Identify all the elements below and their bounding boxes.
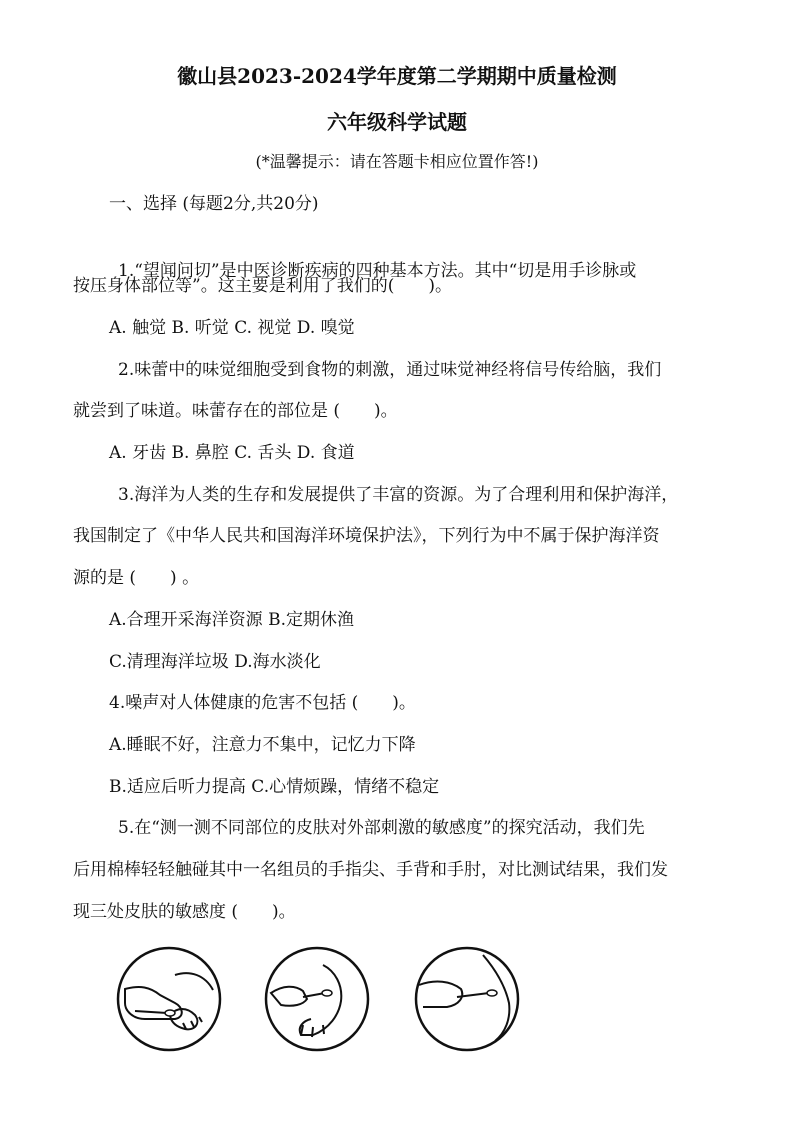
question-3-option-row-1: A.合理开采海洋资源 B.定期休渔 (109, 610, 354, 630)
question-5-illustrations (115, 945, 535, 1055)
question-5-line-3: 现三处皮肤的敏感度 ( )。 (73, 902, 296, 922)
question-3-line-3: 源的是 ( ) 。 (73, 568, 200, 588)
question-4-line-1: 4.噪声对人体健康的危害不包括 ( )。 (109, 693, 416, 713)
fingertip-illustration (115, 945, 223, 1053)
hand-back-illustration (263, 945, 371, 1053)
question-2-line-2: 就尝到了味道。味蕾存在的部位是 ( )。 (73, 401, 398, 421)
question-3-line-2: 我国制定了《中华人民共和国海洋环境保护法》，下列行为中不属于保护海洋资 (73, 526, 660, 546)
question-2-options: A. 牙齿 B. 鼻腔 C. 舌头 D. 食道 (109, 443, 355, 463)
question-5-line-1: 5.在“测一测不同部位的皮肤对外部刺激的敏感度”的探究活动，我们先 (118, 818, 645, 838)
exam-tip: (*温馨提示：请在答题卡相应位置作答!) (255, 152, 539, 171)
question-1-options: A. 触觉 B. 听觉 C. 视觉 D. 嗅觉 (109, 318, 355, 338)
question-5-line-2: 后用棉棒轻轻触碰其中一名组员的手指尖、手背和手肘，对比测试结果，我们发 (73, 860, 668, 880)
question-2-line-1: 2.味蕾中的味觉细胞受到食物的刺激，通过味觉神经将信号传给脑，我们 (118, 360, 662, 380)
question-1-line-1: 1.“望闻问切”是中医诊断疾病的四种基本方法。其中“切是用手诊脉或 (118, 261, 637, 281)
question-3-option-row-2: C.清理海洋垃圾 D.海水淡化 (109, 652, 321, 672)
exam-subtitle: 六年级科学试题 (327, 110, 467, 134)
question-4-option-row-2: B.适应后听力提高 C.心情烦躁，情绪不稳定 (109, 777, 440, 797)
exam-title: 徽山县2023-2024学年度第二学期期中质量检测 (177, 64, 617, 88)
question-3-line-1: 3.海洋为人类的生存和发展提供了丰富的资源。为了合理利用和保护海洋， (118, 485, 679, 505)
question-1-line-2: 按压身体部位等”。这主要是利用了我们的( )。 (73, 276, 452, 296)
question-4-option-row-1: A.睡眠不好，注意力不集中，记忆力下降 (109, 735, 416, 755)
section-heading: 一、选择 (每题2分,共20分) (109, 194, 319, 214)
elbow-illustration (413, 945, 521, 1053)
